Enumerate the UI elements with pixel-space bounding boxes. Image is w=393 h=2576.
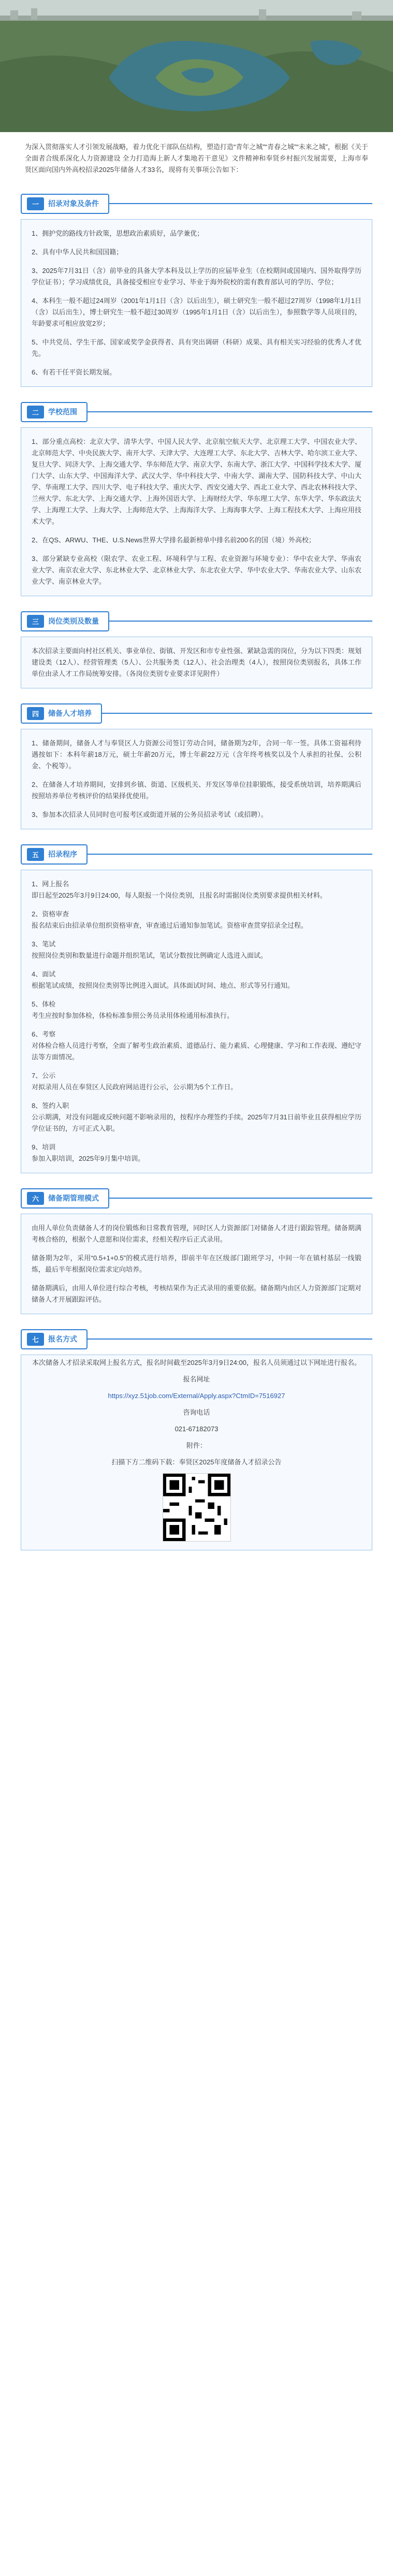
section-body	[21, 427, 372, 596]
section-paragraph: 5、体检 考生应按时参加体检，体检标准参照公务员录用体检通用标准执行。	[32, 1000, 234, 1019]
section-number: 五	[27, 848, 44, 861]
section-paragraph: 6、考察 对体检合格人员进行考察，全面了解考生政治素质、道德品行、能力素质、心理健康、学习和工作表现、遵纪守法等方面情况。	[32, 1030, 362, 1061]
section-paragraph: 2、具有中华人民共和国国籍；	[32, 248, 123, 256]
section-paragraph: 3、2025年7月31日（含）前毕业的具备大学本科及以上学历的应届毕业生（在校期间或国境内、国外取得学历学位证书）；学习成绩优良，具备接受相应专业学习、毕业于海外院校的需有教育部认可的学历、学位；	[32, 267, 361, 286]
section-paragraph: 1、网上报名 即日起至2025年3月9日24:00，每人限报一个岗位类别，且报名时需据岗位类别要求提供相关材料。	[32, 880, 327, 899]
section-paragraph: 储备期为2年，采用“0.5+1+0.5”的模式进行培养，即前半年在区级部门跟班学习，中间一年在镇村基层一线锻炼，最后半年根据岗位需求定向培养。	[32, 1254, 361, 1273]
section-body	[21, 1214, 372, 1314]
section-paragraph: 1、拥护党的路线方针政策，思想政治素质好，品学兼优；	[32, 229, 204, 237]
intro-paragraph: 为深入贯彻落实人才引领发展战略，着力优化干部队伍结构，塑造打造“青年之城”“青春之城”“未来之城”，根据《关于全面者合级系深化人力资源建设 全力打造海上新人才集地若干意见》文件精神和奉贤乡村振兴发展需要，上海市奉贤区面向国内外高校招录2025年储备人才33名，现将有关事项公告如下：	[25, 143, 368, 174]
section-title: 岗位类别及数量	[48, 617, 99, 625]
section-3	[21, 611, 372, 688]
section-title-pill	[21, 1188, 109, 1208]
section-title-pill	[21, 844, 88, 865]
section-number: 四	[27, 707, 44, 720]
section-number: 二	[27, 406, 44, 419]
section-paragraph: 8、签约入职 公示期满，对没有问题或反映问题不影响录用的，按程序办理签约手续。2025年7月31日前毕业且获得相应学历学位证书的，方可正式入职。	[32, 1102, 361, 1132]
section-title: 储备人才培养	[48, 709, 92, 717]
attachment-text: 扫描下方二维码下载：奉贤区2025年度储备人才招录公告	[111, 1458, 282, 1466]
section-title: 报名方式	[48, 1335, 78, 1343]
section-paragraph: 由用人单位负责储备人才的岗位锻炼和日常教育管理，同时区人力资源部门对储备人才进行跟踪管理。储备期满考核合格的，根据个人意愿和岗位需求，经相关程序后正式录用。	[32, 1224, 362, 1243]
section-paragraph: 2、在储备人才培养期间，安排到乡镇、街道、区级机关、开发区等单位挂职锻炼，接受系统培训，培养期满后按照培养单位考核评价的结果择优使用。	[32, 781, 361, 800]
qr-code	[163, 1473, 231, 1542]
phone-label: 咨询电话	[183, 1408, 210, 1416]
section-5	[21, 844, 372, 1173]
section-paragraph: 4、面试 根据笔试成绩，按照岗位类别等比例进入面试。具体面试时间、地点、形式等另行通知。	[32, 970, 295, 989]
section-paragraph: 2、资格审查 报名结束后由招录单位组织资格审查，审查通过后通知参加笔试。资格审查贯穿招录全过程。	[32, 910, 308, 929]
section-number: 三	[27, 615, 44, 628]
section-title-pill	[21, 1329, 88, 1349]
section-6	[21, 1188, 372, 1314]
section-header	[21, 844, 372, 865]
section-title-pill	[21, 611, 109, 631]
section-header	[21, 193, 372, 214]
section-number: 一	[27, 197, 44, 210]
section-title-pill	[21, 703, 102, 724]
section-header	[21, 1329, 372, 1349]
phone-number: 021-67182073	[174, 1425, 219, 1433]
section-paragraph: 报名网址	[183, 1375, 210, 1383]
section-paragraph: 本次储备人才招录采取网上报名方式，报名时间截至2025年3月9日24:00，报名人员须通过以下网址进行报名。	[32, 1359, 361, 1366]
hero-image	[0, 0, 393, 132]
section-paragraph: 7、公示 对拟录用人员在奉贤区人民政府网站进行公示，公示期为5个工作日。	[32, 1072, 238, 1091]
section-title-pill	[21, 194, 109, 214]
section-header	[21, 703, 372, 724]
section-title: 招录程序	[48, 850, 78, 858]
section-paragraph: 储备期满后，由用人单位进行综合考核，考核结果作为正式录用的重要依据。储备期内由区人力资源部门定期对储备人才开展跟踪评估。	[32, 1284, 362, 1303]
section-paragraph: 2、在QS、ARWU、THE、U.S.News世界大学排名最新榜单中排名前200名的国（境）外高校；	[32, 536, 315, 544]
section-header	[21, 1188, 372, 1208]
section-1	[21, 193, 372, 387]
section-number: 七	[27, 1333, 44, 1346]
apply-link[interactable]: https://xyz.51job.com/External/Apply.aspx?CtmID=7516927	[108, 1392, 285, 1400]
section-paragraph: 6、有若干任平资长期发展。	[32, 368, 117, 376]
section-body	[21, 637, 372, 688]
attachment-label: 附件：	[186, 1442, 207, 1449]
section-2	[21, 401, 372, 596]
section-4	[21, 703, 372, 829]
section-paragraph: 1、储备期间，储备人才与奉贤区人力资源公司签订劳动合同，储备期为2年，合同一年一签。具体工资福利待遇按如下：本科年薪18万元，硕士年薪20万元，博士年薪22万元（含年终考核奖以及个人承担的社保、公积金、个税等）。	[32, 739, 361, 770]
section-paragraph: 5、中共党员、学生干部、国家或奖学金获得者、具有突出调研（科研）成果、具有相关实习经验的优秀人才优先。	[32, 338, 361, 357]
section-number: 六	[27, 1192, 44, 1205]
section-body	[21, 729, 372, 829]
section-paragraph: 3、部分紧缺专业高校（限农学、农业工程、环境科学与工程、农业资源与环境专业）：华中农业大学、华南农业大学、南京农业大学、东北林业大学、北京林业大学、东北农业大学、华中农业大学、华南农业大学、山东农业大学、南京林业大学。	[32, 555, 362, 585]
section-body	[21, 1355, 372, 1550]
section-paragraph: 3、笔试 按照岗位类别和数量进行命题并组织笔试，笔试分数按比例确定人选进入面试。	[32, 940, 268, 959]
section-paragraph: 3、参加本次招录人员同时也可报考区或街道开展的公务员招录考试（或招聘）。	[32, 811, 268, 818]
section-paragraph: 9、培训 参加入职培训，2025年9月集中培训。	[32, 1143, 145, 1162]
section-title: 招录对象及条件	[48, 199, 99, 208]
section-title-pill	[21, 402, 88, 422]
section-title: 储备期管理模式	[48, 1194, 99, 1202]
section-7	[21, 1329, 372, 1550]
section-header	[21, 611, 372, 631]
section-paragraph: 4、本科生一般不超过24周岁（2001年1月1日（含）以后出生），硕士研究生一般不超过27周岁（1998年1月1日（含）以后出生），博士研究生一般不超过30周岁（1995年1月1日（含）以后出生），参照数学等人员项目的，年龄要求可相应放宽2岁；	[32, 297, 361, 327]
section-paragraph: 本次招录主要面向村社区机关、事业单位、街镇、开发区和市专业性强、紧缺急需的岗位，分为以下四类：规划建设类（12人）、经营管理类（5人）、公共服务类（12人）、社会治理类（4人），按照岗位类别报名，具体工作单位由录人才工作局统筹安排。（各岗位类别专业要求详见附件）	[32, 647, 362, 678]
section-title: 学校范围	[48, 408, 78, 416]
section-header	[21, 401, 372, 422]
section-paragraph: 1、部分重点高校：北京大学、清华大学、中国人民大学、北京航空航天大学、北京理工大学、中国农业大学、北京师范大学、中央民族大学、南开大学、天津大学、大连理工大学、东北大学、吉林大学、哈尔滨工业大学、复旦大学、同济大学、上海交通大学、华东师范大学、南京大学、东南大学、浙江大学、中国科学技术大学、厦门大学、山东大学、中国海洋大学、武汉大学、华中科技大学、中南大学、湖南大学、国防科技大学、中山大学、华南理工大学、四川大学、电子科技大学、重庆大学、西安交通大学、西北工业大学、西北农林科技大学、兰州大学、东北大学、上海交通大学、上海外国语大学、上海财经大学、华东理工大学、东华大学、华东政法大学、上海理工大学、上海大学、上海师范大学、上海海洋大学、上海海事大学、上海工程技术大学、上海应用技术大学。	[32, 438, 362, 525]
section-body	[21, 219, 372, 387]
section-body	[21, 870, 372, 1173]
